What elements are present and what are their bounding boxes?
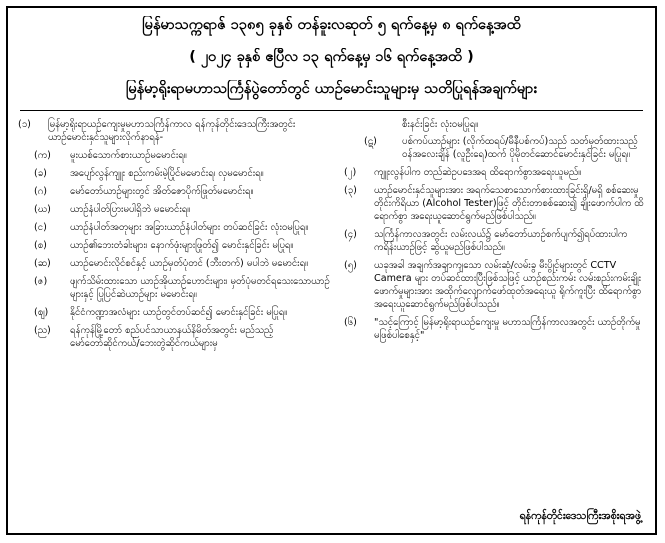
signature: ရန်ကုန်တိုင်းဒေသကြီးအစိုးရအဖွဲ့ bbox=[519, 510, 641, 522]
item-number: (၁) bbox=[18, 119, 31, 130]
item-number: (ဆ) bbox=[34, 258, 51, 269]
list-item bbox=[18, 167, 334, 180]
list-item bbox=[344, 259, 644, 311]
item-number: (ဇ) bbox=[34, 276, 48, 287]
item-text: ယာဉ်၏ဘေးတံခါးများ၊ နောက်ဖုံးများဖြုတ်၍ မောင်းနှင်ခြင်း မပြုရ။ bbox=[70, 240, 294, 251]
item-number: (၅) bbox=[344, 260, 357, 271]
list-item bbox=[18, 203, 334, 216]
header-title-line-1: မြန်မာသက္ကရာဇ် ၁၃၈၅ ခုနှစ် တန်ခူးလဆုတ် ၅ ရက်နေ့မှ ၈ ရက်နေ့အထိ bbox=[142, 17, 521, 33]
list-item bbox=[344, 184, 644, 223]
item-text: "သင့်ကြောင့် မြန်မာ့ရိုးရာယဉ်ကျေးမှု မဟာသင်္ကြန်ကာလအတွင်း ယာဉ်တိုက်မှု မဖြစ်ပါစေနှင့်" bbox=[374, 317, 641, 341]
list-item bbox=[18, 239, 334, 252]
continued-text: စီးနင်းခြင်း လုံးဝမပြုရ။ bbox=[402, 119, 479, 130]
item-number: (ည) bbox=[34, 325, 51, 336]
header-title-line-3: မြန်မာ့ရိုးရာမဟာသင်္ကြန်ပွဲတော်တွင် ယာဉ်မောင်းသူများမှ သတိပြုရန်အချက်များ bbox=[125, 81, 538, 97]
header-title-line-2: ( ၂၀၂၄ ခုနှစ် ဧပြီလ ၁၃ ရက်နေ့မှ ၁၆ ရက်နေ့အထိ ) bbox=[189, 49, 474, 65]
item-number: (ဂ) bbox=[34, 186, 47, 197]
item-number: (၂) bbox=[344, 167, 357, 178]
left-column bbox=[18, 118, 334, 355]
list-item bbox=[18, 185, 334, 198]
item-number: (၃) bbox=[344, 185, 357, 196]
item-text: ယခုအခါ အချက်အချာကျသော လမ်းဆုံ/လမ်းခွ မီးပွိုင့်များတွင် CCTV Camera များ တပ်ဆင်ထားပြီးဖြစ်သဖြင့် ယာဉ်စည်းကမ်း လမ်းစည်းကမ်းချိုးဖောက်မှုများအား အထိုက်လျောက်ဖော်ထုတ်အရေးယူ ရိုက်ကူးပြီး ထိရောက်စွာအရေးယူဆောင်ရွက်မည်ဖြစ်ပါသည်။ bbox=[374, 260, 642, 310]
item-text: မော်တော်ယာဉ်များတွင် အိတ်ဇောပိုက်ဖြုတ်မမောင်းရ။ bbox=[70, 186, 254, 197]
list-item bbox=[18, 257, 334, 270]
item-text: ကျူးလွန်ပါက တည်ဆဲဥပဒေအရ ထိရောက်စွာအရေးယူမည်။ bbox=[374, 167, 582, 178]
item-number: (ခ) bbox=[34, 168, 47, 179]
item-text: ရန်ကုန်မြို့တော် စည်ပင်သာယာနယ်နိမိတ်အတွင်း မည်သည့်မော်တော်ဆိုင်ကယ်/ဘေးတွဲဆိုင်ကယ်များမှ bbox=[70, 325, 274, 349]
list-item bbox=[18, 324, 334, 350]
item-text: မူးယစ်သောက်စားယာဉ်မမောင်းရ။ bbox=[70, 150, 187, 161]
item-number: (၄) bbox=[344, 229, 357, 240]
item-number: (က) bbox=[34, 150, 51, 161]
item-text: အပျော်လွန်ကျူး စည်းကမ်းမဲ့ပြိုင်မမောင်းရ၊ လှမမောင်းရ။ bbox=[70, 168, 264, 179]
list-item bbox=[18, 275, 334, 301]
item-number: (စ) bbox=[34, 240, 47, 251]
right-column bbox=[344, 118, 644, 347]
notice-frame bbox=[6, 6, 657, 535]
item-number: (င) bbox=[34, 222, 47, 233]
item-text: ဖျက်သိမ်းထားသော ယာဉ်အိုယာဉ်ဟောင်းများ၊ မှတ်ပုံမတင်ရသေးသောယာဉ်များနှင့် ပြုပြင်ဆဲယာဉ်များ မမောင်းရ။ bbox=[70, 276, 330, 300]
list-item bbox=[18, 306, 334, 319]
list-item bbox=[344, 316, 644, 342]
intro-item bbox=[18, 118, 334, 144]
list-item bbox=[344, 228, 644, 254]
item-number: (ဃ) bbox=[34, 204, 51, 215]
item-number: (ဋ) bbox=[364, 136, 377, 147]
divider bbox=[20, 110, 643, 111]
item-text: ယာဉ်မောင်းနှင်သူများအား အရက်သေစာသောက်စားထားခြင်းရှိ/မရှိ စစ်ဆေးမှုတိုင်းကိရိယာ (Alcohol Tester)ဖြင့် တိုင်းတာစစ်ဆေး၍ ချိုးဖောက်ပါက ထိရောက်စွာ အရေးယူဆောင်ရွက်မည်ဖြစ်ပါသည်။ bbox=[374, 185, 644, 222]
item-text: ပစ်ကပ်ယာဉ်များ (လိုက်ထရပ်/မီနီပစ်ကပ်)သည် သတ်မှတ်ထားသည့် ဝန်အလေးချိန် (လူဦးရေ)ထက် ပိုမိုတင်ဆောင်မောင်းနှင်ခြင်း မပြုရ။ bbox=[402, 136, 638, 160]
item-text: သင်္ကြန်ကာလအတွင်း လမ်းလယ်၌ မော်တော်ယာဉ်စက်ပျက်၍ရပ်ထားပါက ကရိန်းယာဉ်ဖြင့် ဆွဲယူမည်ဖြစ်ပါသည်။ bbox=[374, 229, 628, 253]
item-number: (၆) bbox=[344, 317, 357, 328]
item-text: နိုင်ငံကဏ္ဍာအလံများ ယာဉ်တွင်တပ်ဆင်၍ မောင်းနှင်ခြင်း မပြုရ။ bbox=[70, 307, 288, 318]
list-item bbox=[344, 135, 644, 161]
item-number: (ဈ) bbox=[34, 307, 49, 318]
item-text: မြန်မာ့ရိုးရာယဉ်ကျေးမှုမဟာသင်္ကြန်ကာလ ရန်ကုန်တိုင်းဒေသကြီးအတွင်း ယာဉ်မောင်းနှင်သူများလိုက်နာရန်- bbox=[48, 119, 296, 143]
list-item bbox=[18, 221, 334, 234]
item-text: ယာဉ်မောင်းလိုင်စင်နှင့် ယာဉ်မှတ်ပုံတင် (ဘီးတက်) မပါဘဲ မမောင်းရ။ bbox=[70, 258, 309, 269]
item-text: ယာဉ်နံပါတ်အတုများ အခြားယာဉ်နံပါတ်များ တပ်ဆင်ခြင်း လုံးဝမပြုရ။ bbox=[70, 222, 309, 233]
list-item bbox=[344, 166, 644, 179]
item-text: ယာဉ်နံပါတ်ပြားမပါရှိဘဲ မမောင်းရ။ bbox=[70, 204, 191, 215]
list-item bbox=[18, 149, 334, 162]
